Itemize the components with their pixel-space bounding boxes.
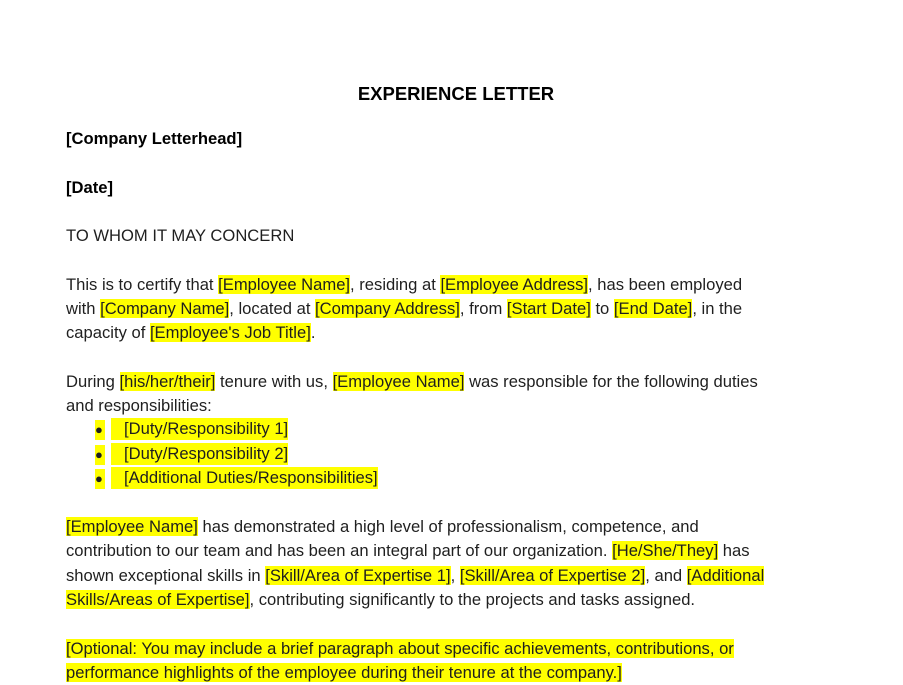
employee-name-placeholder: [Employee Name] xyxy=(332,372,465,391)
text-run: , from xyxy=(459,299,507,318)
paragraph-line xyxy=(66,275,742,295)
bullet-icon: ● xyxy=(95,445,105,465)
additional-skills-placeholder: Skills/Areas of Expertise] xyxy=(66,590,250,609)
additional-skills-placeholder: [Additional xyxy=(686,566,765,585)
employee-name-placeholder: [Employee Name] xyxy=(218,275,351,294)
text-run: , in the xyxy=(692,299,743,318)
text-run: has demonstrated a high level of professionalism, competence, and xyxy=(197,517,699,536)
bullet-gap xyxy=(111,467,124,489)
salutation: TO WHOM IT MAY CONCERN xyxy=(66,226,295,245)
bullet-icon: ● xyxy=(95,469,105,489)
paragraph-line xyxy=(66,663,622,683)
company-address-placeholder: [Company Address] xyxy=(315,299,460,318)
pronoun-placeholder: [his/her/their] xyxy=(119,372,216,391)
employee-name-placeholder: [Employee Name] xyxy=(66,517,198,536)
paragraph-line xyxy=(66,590,695,610)
paragraph-line xyxy=(66,299,742,319)
text-run: , located at xyxy=(229,299,316,318)
document-title: EXPERIENCE LETTER xyxy=(357,83,555,104)
duty-placeholder: [Duty/Responsibility 2] xyxy=(124,443,289,463)
duty-placeholder: [Additional Duties/Responsibilities] xyxy=(124,468,378,487)
text-run: to xyxy=(590,299,614,318)
company-name-placeholder: [Company Name] xyxy=(100,299,230,318)
pronoun-placeholder: [He/She/They] xyxy=(612,541,719,560)
skill-placeholder: [Skill/Area of Expertise 1] xyxy=(265,566,451,585)
text-run: with xyxy=(66,299,101,318)
bullet-icon: ● xyxy=(95,420,105,440)
text-run: , residing at xyxy=(350,275,441,294)
bullet-gap xyxy=(111,443,124,465)
skill-placeholder: [Skill/Area of Expertise 2] xyxy=(459,566,646,585)
text-run: , contributing significantly to the projects and tasks assigned. xyxy=(249,590,696,609)
duty-placeholder: [Duty/Responsibility 1] xyxy=(124,419,289,438)
text-run: , has been employed xyxy=(588,275,743,294)
text-run: tenure with us, xyxy=(215,372,333,391)
employee-address-placeholder: [Employee Address] xyxy=(440,275,589,294)
paragraph-line xyxy=(66,566,764,586)
text-run: has xyxy=(718,541,750,560)
company-letterhead: [Company Letterhead] xyxy=(66,129,243,148)
text-run: was responsible for the following duties xyxy=(464,372,758,391)
text-run: contribution to our team and has been an integral part of our organization. xyxy=(66,541,613,560)
paragraph-line xyxy=(66,372,758,392)
text-run: This is to certify that xyxy=(66,275,219,294)
job-title-placeholder: [Employee's Job Title] xyxy=(149,323,311,342)
text-run: During xyxy=(66,372,120,391)
paragraph-line xyxy=(66,323,315,343)
text-run: shown exceptional skills in xyxy=(66,566,266,585)
paragraph-line xyxy=(66,639,734,659)
start-date-placeholder: [Start Date] xyxy=(506,299,591,318)
date-placeholder: [Date] xyxy=(66,178,114,197)
paragraph-line xyxy=(66,541,750,561)
text-run: , xyxy=(450,566,460,585)
text-run: , and xyxy=(645,566,687,585)
text-run: . xyxy=(310,323,316,342)
bullet-gap xyxy=(111,418,124,440)
end-date-placeholder: [End Date] xyxy=(613,299,693,318)
paragraph-line: and responsibilities: xyxy=(66,396,212,415)
text-run: capacity of xyxy=(66,323,150,342)
optional-placeholder: performance highlights of the employee during their tenure at the company.] xyxy=(66,663,622,682)
paragraph-line xyxy=(66,517,699,537)
optional-placeholder: [Optional: You may include a brief paragraph about specific achievements, contributions, or xyxy=(66,639,734,658)
